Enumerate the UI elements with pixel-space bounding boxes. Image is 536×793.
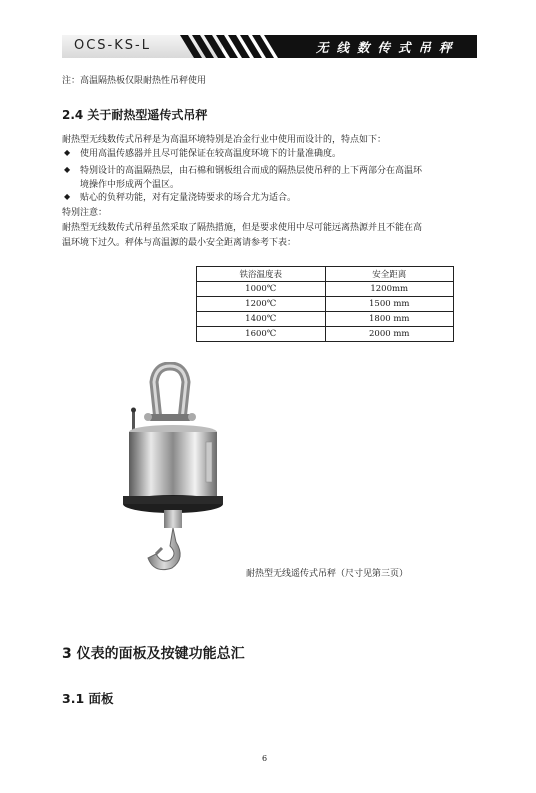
caution-line-1: 耐热型无线数传式吊秤虽然采取了隔热措施，但是要求使用中尽可能远离热源并且不能在高 [62, 223, 423, 233]
page-number: 6 [262, 754, 268, 763]
section-2-4-heading: 2.4 关于耐热型遥传式吊秤 [62, 108, 208, 122]
table-cell: 1400℃ [197, 312, 326, 327]
table-row [197, 282, 454, 297]
table-row [197, 312, 454, 327]
diamond-bullet-icon: ◆ [64, 165, 71, 174]
intro-text: 耐热型无线数传式吊秤是为高温环境特别是冶金行业中使用而设计的，特点如下： [62, 135, 387, 145]
caution-label: 特别注意： [62, 208, 108, 218]
table-cell: 1000℃ [197, 282, 326, 297]
table-cell: 1800 mm [325, 312, 454, 327]
bullet-item-2: 特别设计的高温隔热层，由石棉和钢板组合而成的隔热层使吊秤的上下两部分在高温环 [80, 166, 423, 176]
header-stripes-decoration [162, 35, 292, 58]
table-header-row [197, 267, 454, 282]
table-cell: 1500 mm [325, 297, 454, 312]
table-cell: 2000 mm [325, 327, 454, 342]
header-product-title: 无线数传式吊秤 [316, 40, 460, 55]
diamond-bullet-icon: ◆ [64, 148, 71, 157]
table-cell: 1600℃ [197, 327, 326, 342]
header-model-code: OCS-KS-L [74, 38, 151, 53]
table-header-cell: 铁浴温度表 [197, 267, 326, 282]
header-right-band [280, 35, 477, 58]
table-cell: 1200mm [325, 282, 454, 297]
table-row [197, 297, 454, 312]
diamond-bullet-icon: ◆ [64, 192, 71, 201]
note-text: 注：高温隔热板仅限耐热性吊秤使用 [62, 76, 207, 86]
crane-scale-photo [118, 362, 238, 576]
table-header-cell: 安全距离 [325, 267, 454, 282]
caution-line-2: 温环境下过久。秤体与高温源的最小安全距离请参考下表： [62, 238, 297, 248]
section-3-heading: 3 仪表的面板及按键功能总汇 [62, 646, 245, 662]
safety-distance-table [196, 266, 454, 342]
page-header [62, 35, 477, 58]
bullet-item-2-cont: 境操作中形成两个温区。 [80, 180, 180, 190]
table-row [197, 327, 454, 342]
photo-caption: 耐热型无线遥传式吊秤（尺寸见第三页） [246, 569, 409, 579]
table-cell: 1200℃ [197, 297, 326, 312]
bullet-item-3: 贴心的负秤功能，对有定量浇铸要求的场合尤为适合。 [80, 193, 297, 203]
bullet-item-1: 使用高温传感器并且尽可能保证在较高温度环境下的计量准确度。 [80, 149, 342, 159]
section-3-1-heading: 3.1 面板 [62, 691, 114, 706]
